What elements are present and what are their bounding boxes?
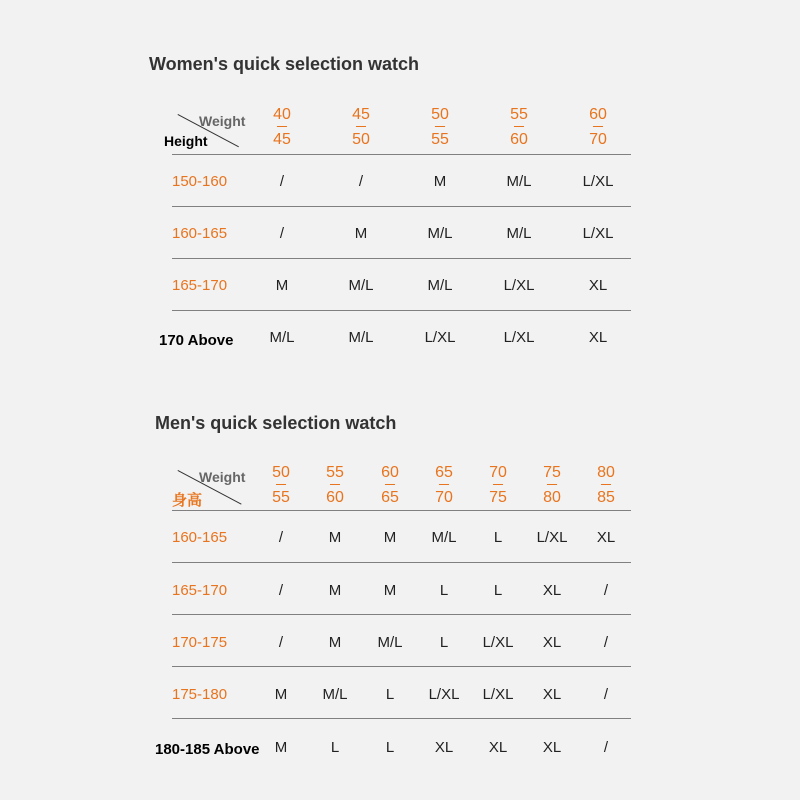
men-size-cell: M <box>328 634 342 651</box>
men-row-divider <box>172 666 631 667</box>
men-size-cell: L <box>385 686 395 703</box>
weight-range-end: 60 <box>326 489 344 506</box>
range-separator <box>276 484 286 485</box>
women-weight-col-2 <box>410 106 470 149</box>
men-size-cell: L <box>330 739 340 756</box>
men-size-cell: XL <box>542 739 562 756</box>
women-row-divider <box>172 206 631 207</box>
range-separator <box>493 484 503 485</box>
men-weight-col-0 <box>251 464 311 507</box>
range-separator <box>356 126 366 127</box>
men-size-cell: M <box>274 686 288 703</box>
men-height-row-label: 160-165 <box>172 529 228 546</box>
men-row-divider <box>172 614 631 615</box>
weight-range-end: 70 <box>435 489 453 506</box>
women-size-cell: M <box>433 173 447 190</box>
range-separator <box>439 484 449 485</box>
men-size-cell: L <box>385 739 395 756</box>
men-row-divider <box>172 718 631 719</box>
men-size-cell: / <box>603 739 609 756</box>
men-size-cell: M/L <box>377 634 403 651</box>
men-row-divider <box>172 562 631 563</box>
women-size-cell: M/L <box>348 329 374 346</box>
women-size-cell: M <box>275 277 289 294</box>
weight-range-start: 50 <box>431 106 449 123</box>
range-separator <box>547 484 557 485</box>
women-row-divider <box>172 310 631 311</box>
men-size-cell: / <box>278 634 284 651</box>
women-height-row-label: 150-160 <box>172 173 228 190</box>
women-weight-col-1 <box>331 106 391 149</box>
weight-range-start: 50 <box>272 464 290 481</box>
women-size-cell: M/L <box>348 277 374 294</box>
range-separator <box>601 484 611 485</box>
men-row-divider <box>172 510 631 511</box>
men-height-row-label: 180-185 Above <box>155 741 260 758</box>
weight-range-end: 60 <box>510 131 528 148</box>
women-size-cell: / <box>358 173 364 190</box>
men-size-cell: L <box>493 529 503 546</box>
women-size-cell: XL <box>588 329 608 346</box>
men-weight-col-6 <box>576 464 636 507</box>
women-height-row-label: 170 Above <box>159 332 234 349</box>
men-weight-label: Weight <box>199 469 246 485</box>
women-size-cell: M/L <box>427 225 453 242</box>
men-table-title: Men's quick selection watch <box>155 413 397 433</box>
weight-range-start: 45 <box>352 106 370 123</box>
men-size-cell: / <box>603 582 609 599</box>
weight-range-start: 60 <box>589 106 607 123</box>
men-size-cell: XL <box>542 686 562 703</box>
women-row-divider <box>172 154 631 155</box>
men-size-cell: M <box>383 529 397 546</box>
weight-range-end: 70 <box>589 131 607 148</box>
men-size-cell: XL <box>542 634 562 651</box>
women-size-cell: / <box>279 173 285 190</box>
men-size-cell: L <box>439 582 449 599</box>
men-size-cell: / <box>603 686 609 703</box>
men-size-cell: M <box>383 582 397 599</box>
men-size-cell: M <box>328 529 342 546</box>
women-size-cell: M/L <box>506 225 532 242</box>
men-weight-col-4 <box>468 464 528 507</box>
range-separator <box>435 126 445 127</box>
weight-range-start: 65 <box>435 464 453 481</box>
weight-range-end: 55 <box>272 489 290 506</box>
men-size-cell: / <box>603 634 609 651</box>
women-size-cell: M/L <box>427 277 453 294</box>
women-weight-label: Weight <box>199 113 246 129</box>
weight-range-end: 45 <box>273 131 291 148</box>
women-weight-col-4 <box>568 106 628 149</box>
men-size-cell: XL <box>596 529 616 546</box>
weight-range-start: 75 <box>543 464 561 481</box>
women-weight-col-3 <box>489 106 549 149</box>
men-size-cell: / <box>278 582 284 599</box>
weight-range-start: 40 <box>273 106 291 123</box>
women-size-cell: M <box>354 225 368 242</box>
men-height-label: 身高 <box>172 492 203 509</box>
men-weight-col-1 <box>305 464 365 507</box>
women-size-cell: L/XL <box>582 173 614 190</box>
women-size-cell: L/XL <box>424 329 456 346</box>
women-size-cell: L/XL <box>503 329 535 346</box>
men-size-cell: XL <box>434 739 454 756</box>
range-separator <box>514 126 524 127</box>
women-height-label: Height <box>164 133 208 149</box>
range-separator <box>330 484 340 485</box>
women-size-cell: XL <box>588 277 608 294</box>
men-height-row-label: 175-180 <box>172 686 228 703</box>
weight-range-start: 70 <box>489 464 507 481</box>
weight-range-start: 55 <box>326 464 344 481</box>
weight-range-start: 60 <box>381 464 399 481</box>
women-size-cell: M/L <box>269 329 295 346</box>
men-size-cell: M/L <box>322 686 348 703</box>
men-size-cell: / <box>278 529 284 546</box>
women-height-row-label: 165-170 <box>172 277 228 294</box>
women-size-cell: L/XL <box>503 277 535 294</box>
women-weight-col-0 <box>252 106 312 149</box>
men-size-cell: M <box>328 582 342 599</box>
men-size-cell: M <box>274 739 288 756</box>
weight-range-end: 55 <box>431 131 449 148</box>
men-size-cell: L <box>439 634 449 651</box>
men-size-cell: L <box>493 582 503 599</box>
women-table-title: Women's quick selection watch <box>149 54 420 74</box>
men-size-cell: L/XL <box>428 686 460 703</box>
men-height-row-label: 170-175 <box>172 634 228 651</box>
men-weight-col-2 <box>360 464 420 507</box>
weight-range-start: 80 <box>597 464 615 481</box>
weight-range-end: 65 <box>381 489 399 506</box>
men-height-row-label: 165-170 <box>172 582 228 599</box>
men-size-cell: L/XL <box>482 686 514 703</box>
range-separator <box>593 126 603 127</box>
men-weight-col-3 <box>414 464 474 507</box>
men-size-cell: L/XL <box>482 634 514 651</box>
men-size-cell: M/L <box>431 529 457 546</box>
range-separator <box>277 126 287 127</box>
men-size-cell: XL <box>542 582 562 599</box>
weight-range-end: 85 <box>597 489 615 506</box>
women-size-cell: M/L <box>506 173 532 190</box>
women-size-cell: L/XL <box>582 225 614 242</box>
weight-range-end: 75 <box>489 489 507 506</box>
weight-range-start: 55 <box>510 106 528 123</box>
women-height-row-label: 160-165 <box>172 225 228 242</box>
men-size-cell: L/XL <box>536 529 568 546</box>
men-size-cell: XL <box>488 739 508 756</box>
weight-range-end: 50 <box>352 131 370 148</box>
women-row-divider <box>172 258 631 259</box>
men-weight-col-5 <box>522 464 582 507</box>
women-size-cell: / <box>279 225 285 242</box>
range-separator <box>385 484 395 485</box>
weight-range-end: 80 <box>543 489 561 506</box>
